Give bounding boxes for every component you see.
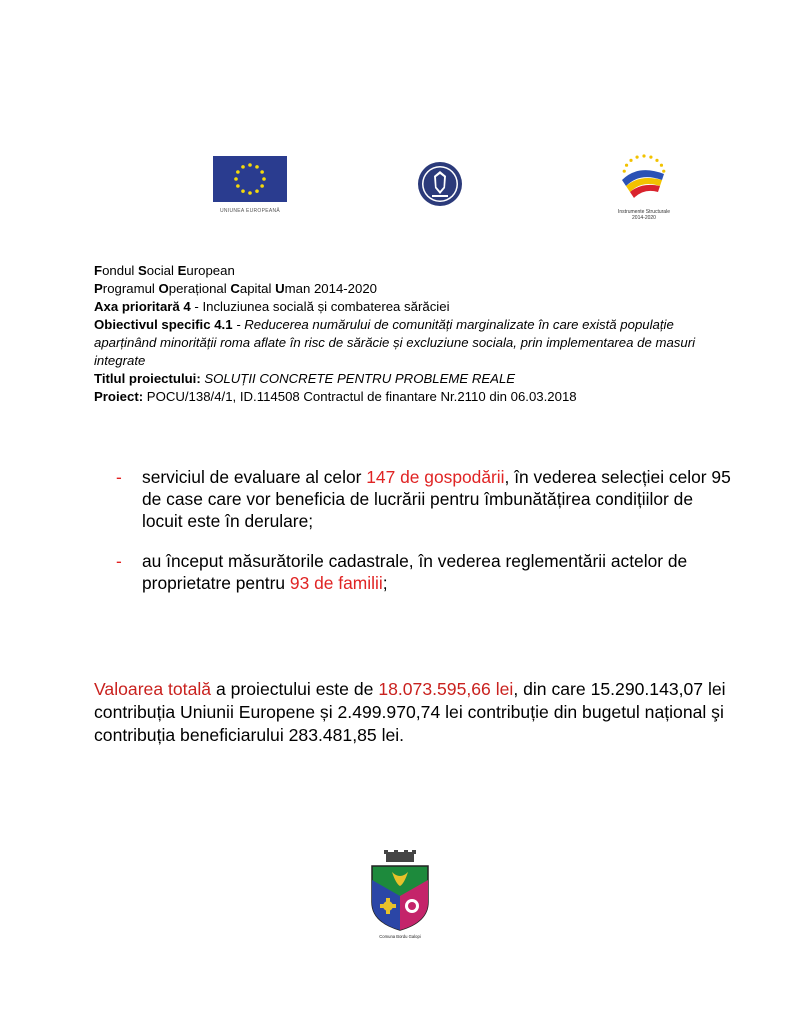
structural-instruments-logo (604, 150, 684, 221)
total-amount: 18.073.595,66 lei (378, 679, 514, 699)
is-star-icon (625, 164, 628, 167)
eu-star-icon (236, 184, 240, 188)
eu-star-icon (260, 184, 264, 188)
fund-line: Fondul Social European (94, 263, 235, 278)
eu-star-icon (255, 189, 259, 193)
total-value-paragraph: Valoarea totală a proiectului este de 18.073.595,66 lei, din care 15.290.143,07 lei contribuția Uniunii Europene și 2.499.970,74 lei contribuție din bugetul național şi contribuția beneficiarului 283.481,85 lei. (94, 679, 726, 745)
eu-star-icon (241, 189, 245, 193)
eu-star-icon (255, 165, 259, 169)
eu-star-icon (248, 191, 252, 195)
bullet-dash: - (116, 467, 122, 487)
eu-caption: UNIUNEA EUROPEANĂ (219, 208, 281, 214)
eu-star-icon (241, 165, 245, 169)
structural-instruments-icon (616, 150, 672, 202)
list-item (112, 466, 732, 532)
is-star-icon (655, 159, 658, 162)
is-star-icon (660, 164, 663, 167)
eu-logo (213, 156, 287, 214)
bullet-dash: - (116, 551, 122, 571)
is-star-icon (623, 170, 626, 173)
list-item (112, 550, 732, 594)
eu-star-icon (236, 170, 240, 174)
is-star-icon (662, 170, 665, 173)
commune-coat-of-arms (364, 850, 436, 940)
project-id-line: Proiect: POCU/138/4/1, ID.114508 Contractul de finantare Nr.2110 din 06.03.2018 (94, 389, 577, 404)
is-star-icon (629, 159, 632, 162)
eu-star-icon (234, 177, 238, 181)
commune-caption: Comuna Bordu Galopi (379, 934, 421, 939)
coat-of-arms-icon (364, 850, 436, 940)
specific-objective-line: Obiectivul specific 4.1 - Reducerea numărului de comunități marginalizate în care există populație aparținând minorității roma aflate în risc de sărăcie și excluziune sociala, prin implementarea de masuri integrate (94, 317, 696, 368)
bullet-text: au început măsurătorile cadastrale, în vederea reglementării actelor de proprietatre pentru 93 de familii; (142, 551, 688, 593)
program-line: Programul Operațional Capital Uman 2014-2020 (94, 281, 378, 296)
structural-instruments-caption: Instrumente Structurale 2014-2020 (618, 209, 670, 221)
progress-list (112, 466, 732, 594)
is-star-icon (642, 154, 645, 157)
eu-star-icon (260, 170, 264, 174)
project-title-line: Titlul proiectului: SOLUȚII CONCRETE PENTRU PROBLEME REALE (94, 371, 516, 386)
bullet-text: serviciul de evaluare al celor 147 de gospodării, în vederea selecției celor 95 de case care vor beneficia de lucrării pentru îmbunătățirea condițiilor de locuit este în derulare; (142, 467, 731, 531)
is-star-icon (635, 156, 638, 159)
eu-flag-icon (213, 156, 287, 202)
eu-star-icon (248, 163, 252, 167)
project-header (94, 262, 714, 406)
is-star-icon (649, 156, 652, 159)
eu-star-icon (262, 177, 266, 181)
total-value-label: Valoarea totală (94, 679, 212, 699)
priority-axis-line: Axa prioritară 4 - Incluziunea socială și combaterea sărăciei (94, 299, 450, 314)
government-seal-icon (416, 160, 464, 208)
logo-bar (0, 150, 800, 240)
